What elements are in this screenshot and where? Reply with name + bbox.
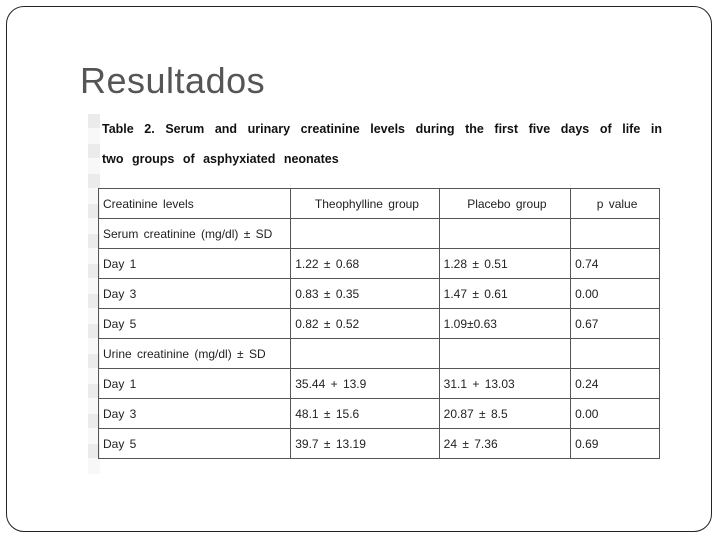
theophylline-cell: 1.22 ± 0.68 — [291, 249, 439, 279]
row-label: Day 5 — [99, 309, 291, 339]
table-row — [99, 219, 660, 249]
theophylline-cell: 35.44 + 13.9 — [291, 369, 439, 399]
p-value-cell: 0.00 — [571, 399, 660, 429]
p-value-cell — [571, 339, 660, 369]
table-row — [99, 429, 660, 459]
placebo-cell: 24 ± 7.36 — [439, 429, 570, 459]
table-row — [99, 339, 660, 369]
creatinine-table — [98, 188, 660, 459]
row-label: Urine creatinine (mg/dl) ± SD — [99, 339, 291, 369]
header-placebo-group: Placebo group — [439, 189, 570, 219]
table-row — [99, 249, 660, 279]
table-header-row — [99, 189, 660, 219]
table-figure — [88, 106, 668, 474]
p-value-cell: 0.00 — [571, 279, 660, 309]
row-label: Day 1 — [99, 249, 291, 279]
p-value-cell: 0.69 — [571, 429, 660, 459]
theophylline-cell: 0.83 ± 0.35 — [291, 279, 439, 309]
header-theophylline-group: Theophylline group — [291, 189, 439, 219]
p-value-cell: 0.24 — [571, 369, 660, 399]
table-row — [99, 369, 660, 399]
theophylline-cell — [291, 339, 439, 369]
row-label: Serum creatinine (mg/dl) ± SD — [99, 219, 291, 249]
table-row — [99, 399, 660, 429]
row-label: Day 3 — [99, 279, 291, 309]
row-label: Day 1 — [99, 369, 291, 399]
table-caption: Table 2. Serum and urinary creatinine levels during the first five days of life in two groups of asphyxiated neonates — [102, 122, 662, 166]
placebo-cell — [439, 219, 570, 249]
p-value-cell: 0.74 — [571, 249, 660, 279]
header-p-value: p value — [571, 189, 660, 219]
placebo-cell: 31.1 + 13.03 — [439, 369, 570, 399]
placebo-cell — [439, 339, 570, 369]
placebo-cell: 1.09±0.63 — [439, 309, 570, 339]
slide-title: Resultados — [80, 60, 266, 101]
p-value-cell: 0.67 — [571, 309, 660, 339]
theophylline-cell: 0.82 ± 0.52 — [291, 309, 439, 339]
p-value-cell — [571, 219, 660, 249]
theophylline-cell: 48.1 ± 15.6 — [291, 399, 439, 429]
row-label: Day 5 — [99, 429, 291, 459]
table-row — [99, 279, 660, 309]
table-row — [99, 309, 660, 339]
placebo-cell: 1.47 ± 0.61 — [439, 279, 570, 309]
header-creatinine-levels: Creatinine levels — [99, 189, 291, 219]
placebo-cell: 20.87 ± 8.5 — [439, 399, 570, 429]
theophylline-cell — [291, 219, 439, 249]
placebo-cell: 1.28 ± 0.51 — [439, 249, 570, 279]
row-label: Day 3 — [99, 399, 291, 429]
theophylline-cell: 39.7 ± 13.19 — [291, 429, 439, 459]
